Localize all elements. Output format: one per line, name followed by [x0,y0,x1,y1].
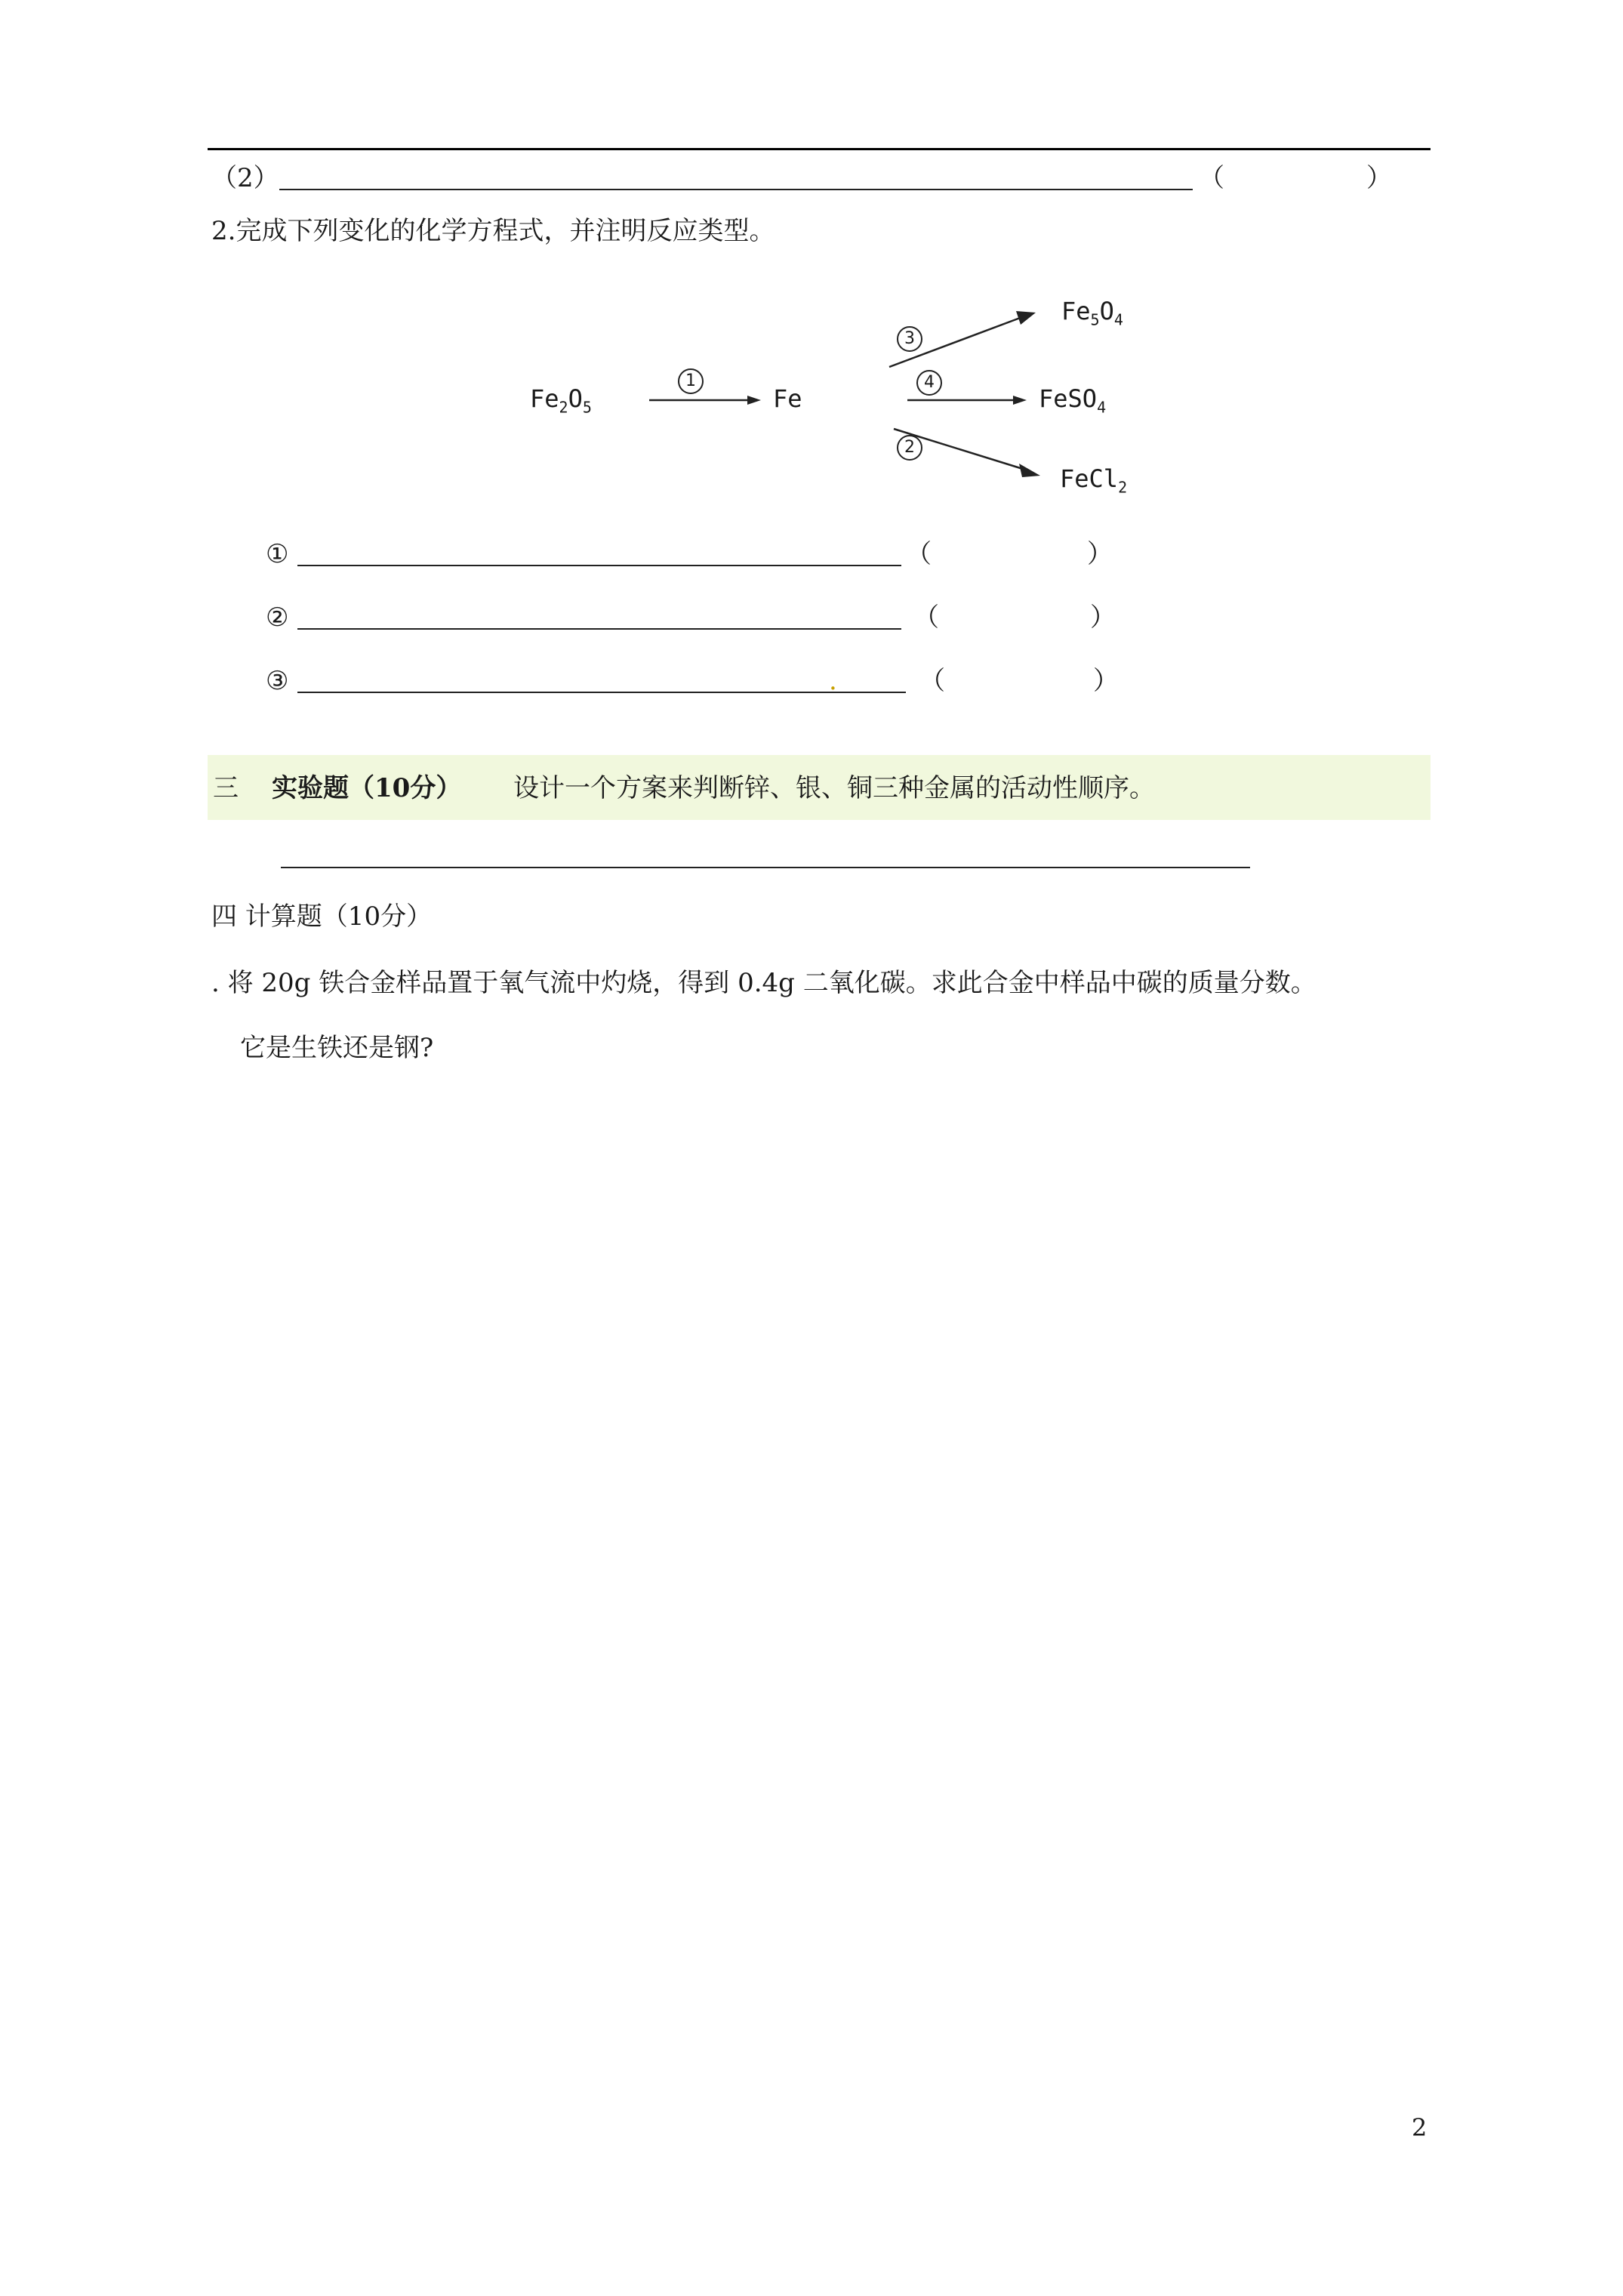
reaction-label-1: 1 [678,368,704,394]
q2-paren-open: （ [1199,163,1224,193]
answer-3-paren-close: ） [1093,666,1119,696]
page-number: 2 [1412,2113,1427,2142]
section-3-prompt: 设计一个方案来判断锌、银、铜三种金属的活动性顺序。 [513,773,1155,803]
reaction-label-2: 2 [897,435,922,461]
answer-1-line[interactable] [297,565,901,566]
answer-1-paren-open: （ [906,539,932,569]
section-4-question-line-1: . 将 20g 铁合金样品置于氧气流中灼烧，得到 0.4g 二氧化碳。求此合金中样品中碳的质量分数。 [211,968,1317,998]
answer-2-paren-close: ） [1090,603,1116,633]
answer-2-line[interactable] [297,628,901,630]
q2-answer-line[interactable] [279,189,1193,190]
header-rule [208,148,1431,150]
reaction-diagram [521,279,1170,506]
answer-3-dot: . [829,666,837,696]
arrow-1 [649,393,762,408]
product-feso4: FeSO$_4$ [1039,384,1107,417]
arrow-2 [892,427,1043,480]
q2-paren-close: ） [1366,163,1392,193]
arrow-3 [888,310,1039,370]
answer-2-marker: ② [266,603,289,633]
answer-2-paren-open: （ [913,603,939,633]
answer-3-paren-open: （ [919,666,945,696]
section-4-title: 四 计算题（10分） [211,901,433,932]
reactant-fe2o5: $Fe_2O_5$ [530,384,592,417]
reaction-label-4: 4 [916,370,942,396]
answer-3-line[interactable] [297,692,906,693]
arrow-4 [907,393,1028,408]
center-fe: Fe [773,384,802,413]
section-4-question-line-2: 它是生铁还是钢? [240,1033,434,1063]
reaction-label-3: 3 [897,326,922,352]
section-3-number: 三 [213,773,239,803]
product-fe3o4: $Fe_5O_4$ [1061,297,1123,329]
section-3-answer-line[interactable] [281,867,1250,868]
answer-1-paren-close: ） [1087,539,1113,569]
answer-1-marker: ① [266,539,289,569]
section-3-title: 实验题（10分） [272,773,462,803]
q2-label: （2） [211,163,279,193]
product-fecl2: FeCl$_2$ [1060,464,1128,497]
question-2-title: 2.完成下列变化的化学方程式，并注明反应类型。 [211,216,775,246]
answer-3-marker: ③ [266,666,289,696]
